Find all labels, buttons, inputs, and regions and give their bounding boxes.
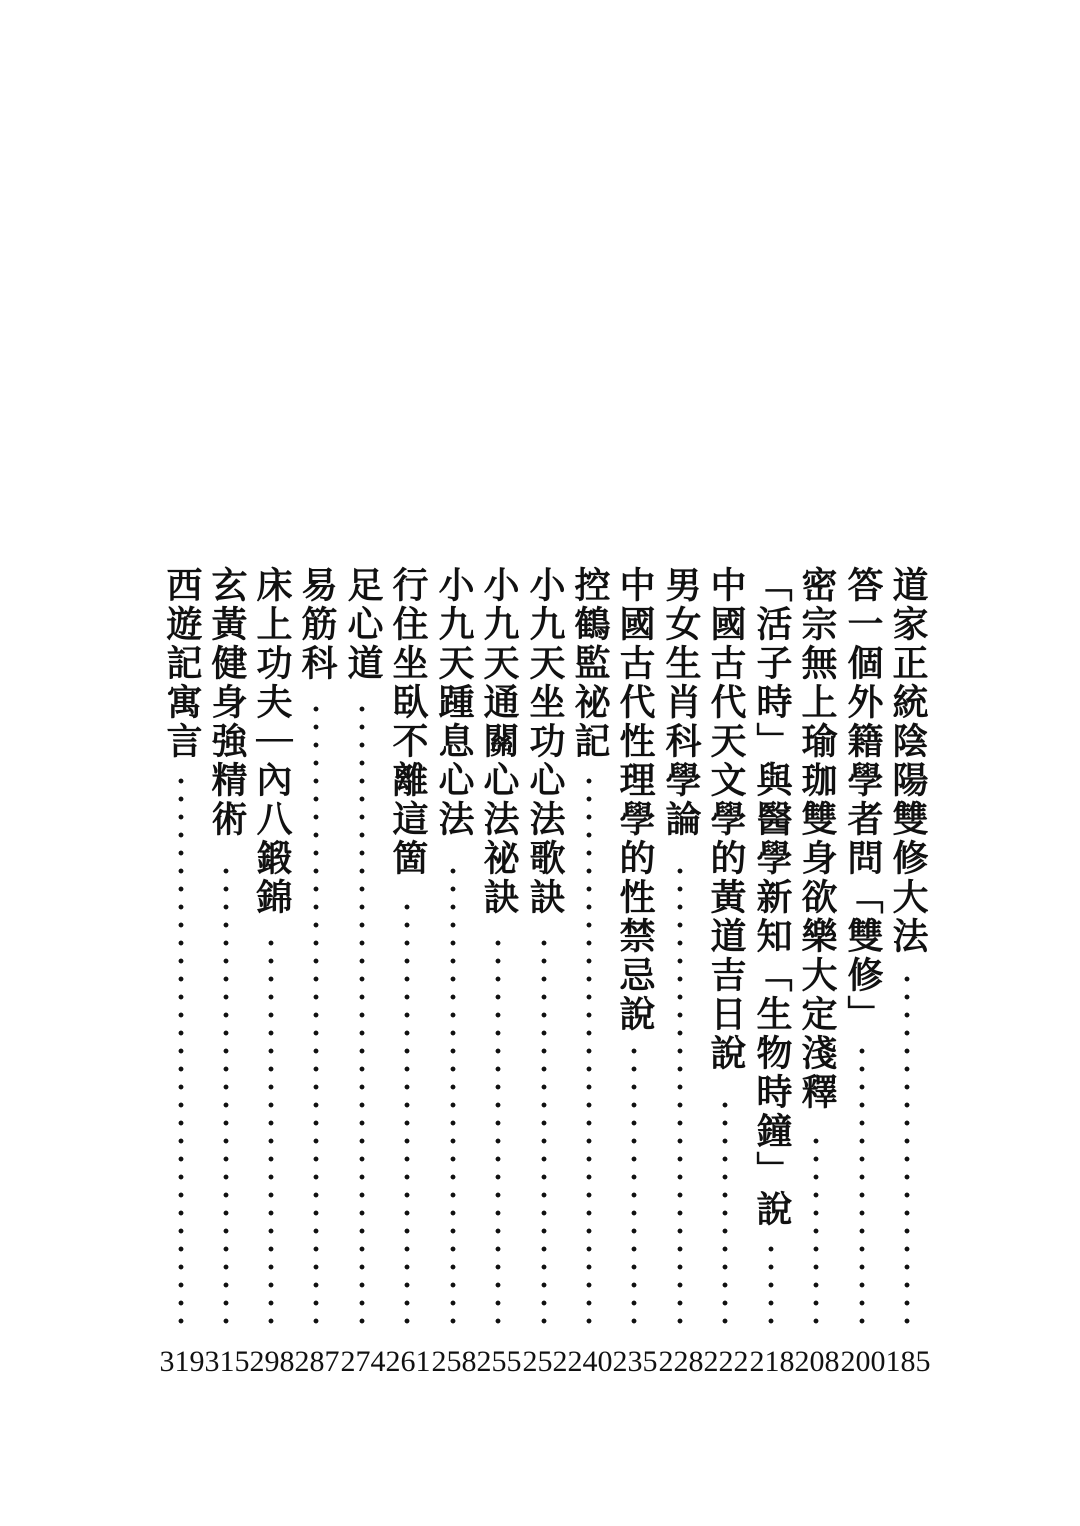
toc-entry[interactable] — [523, 566, 567, 1380]
toc-entry-title: 中國古代性理學的性禁忌說 — [614, 566, 656, 1034]
toc-entry[interactable] — [250, 566, 294, 1380]
toc-entry[interactable] — [477, 566, 521, 1380]
toc-entry[interactable] — [613, 566, 657, 1380]
toc-entry[interactable] — [659, 566, 703, 1380]
toc-entry-title: 小九天坐功心法歌訣 — [524, 566, 566, 917]
toc-entry-title: 控鶴監祕記 — [569, 566, 611, 761]
dot-leader — [359, 700, 365, 1330]
toc-entry[interactable] — [432, 566, 476, 1380]
toc-entry[interactable] — [704, 566, 748, 1380]
toc-entry-title: 西遊記寓言 — [161, 566, 203, 761]
dot-leader — [541, 934, 547, 1330]
toc-entry-title: 小九天踵息心法 — [433, 566, 475, 839]
dot-leader — [268, 934, 274, 1330]
dot-leader — [859, 1042, 865, 1330]
dot-leader — [178, 772, 184, 1330]
toc-entry-page: 218 — [749, 1345, 795, 1378]
toc-entry-page: 200 — [840, 1345, 886, 1378]
toc-entry[interactable] — [295, 566, 339, 1380]
toc-entry[interactable] — [841, 566, 885, 1380]
toc-entry-title: 小九天通關心法祕訣 — [478, 566, 520, 917]
toc-entry-title: 床上功夫｜內八鍛錦 — [251, 566, 293, 917]
toc-entry[interactable] — [795, 566, 839, 1380]
toc-entry-page: 255 — [476, 1345, 522, 1378]
dot-leader — [586, 772, 592, 1330]
toc-entry-title: 道家正統陰陽雙修大法 — [887, 566, 929, 956]
toc-entry-title: 易筋科 — [296, 566, 338, 683]
toc-entry[interactable] — [886, 566, 930, 1380]
toc-entry[interactable] — [386, 566, 430, 1380]
dot-leader — [495, 934, 501, 1330]
dot-leader — [677, 862, 683, 1330]
toc-entry[interactable] — [750, 566, 794, 1380]
toc-entry-page: 222 — [703, 1345, 749, 1378]
toc-entry-title: 玄黃健身強精術 — [206, 566, 248, 839]
dot-leader — [404, 898, 410, 1330]
toc-entry[interactable] — [568, 566, 612, 1380]
toc-entry-title: 密宗無上瑜珈雙身欲樂大定淺釋 — [796, 566, 838, 1112]
toc-entry[interactable] — [341, 566, 385, 1380]
toc-entry-title: 中國古代天文學的黃道吉日說 — [705, 566, 747, 1073]
dot-leader — [631, 1042, 637, 1330]
table-of-contents — [160, 566, 930, 1380]
toc-entry[interactable] — [160, 566, 204, 1380]
toc-entry-title: 男女生肖科學論 — [660, 566, 702, 839]
toc-entry-page: 274 — [340, 1345, 386, 1378]
dot-leader — [813, 1132, 819, 1330]
toc-entry-page: 287 — [294, 1345, 340, 1378]
toc-entry-page: 315 — [204, 1345, 250, 1378]
dot-leader — [904, 970, 910, 1330]
dot-leader — [223, 862, 229, 1330]
dot-leader — [313, 700, 319, 1330]
dot-leader — [450, 862, 456, 1330]
toc-entry-page: 258 — [431, 1345, 477, 1378]
toc-entry-page: 235 — [612, 1345, 658, 1378]
dot-leader — [722, 1096, 728, 1330]
toc-entry-page: 298 — [249, 1345, 295, 1378]
toc-entry[interactable] — [205, 566, 249, 1380]
toc-entry-title: 「活子時」與醫學新知「生物時鐘」說 — [751, 566, 793, 1229]
toc-entry-title: 行住坐臥不離這箇 — [387, 566, 429, 878]
toc-entry-page: 252 — [522, 1345, 568, 1378]
toc-entry-page: 185 — [885, 1345, 931, 1378]
dot-leader — [768, 1240, 774, 1330]
toc-entry-title: 答一個外籍學者問「雙修」 — [842, 566, 884, 1034]
toc-entry-page: 240 — [567, 1345, 613, 1378]
toc-entry-page: 261 — [385, 1345, 431, 1378]
toc-entry-page: 208 — [794, 1345, 840, 1378]
toc-entry-title: 足心道 — [342, 566, 384, 683]
toc-entry-page: 228 — [658, 1345, 704, 1378]
toc-entry-page: 319 — [159, 1345, 205, 1378]
